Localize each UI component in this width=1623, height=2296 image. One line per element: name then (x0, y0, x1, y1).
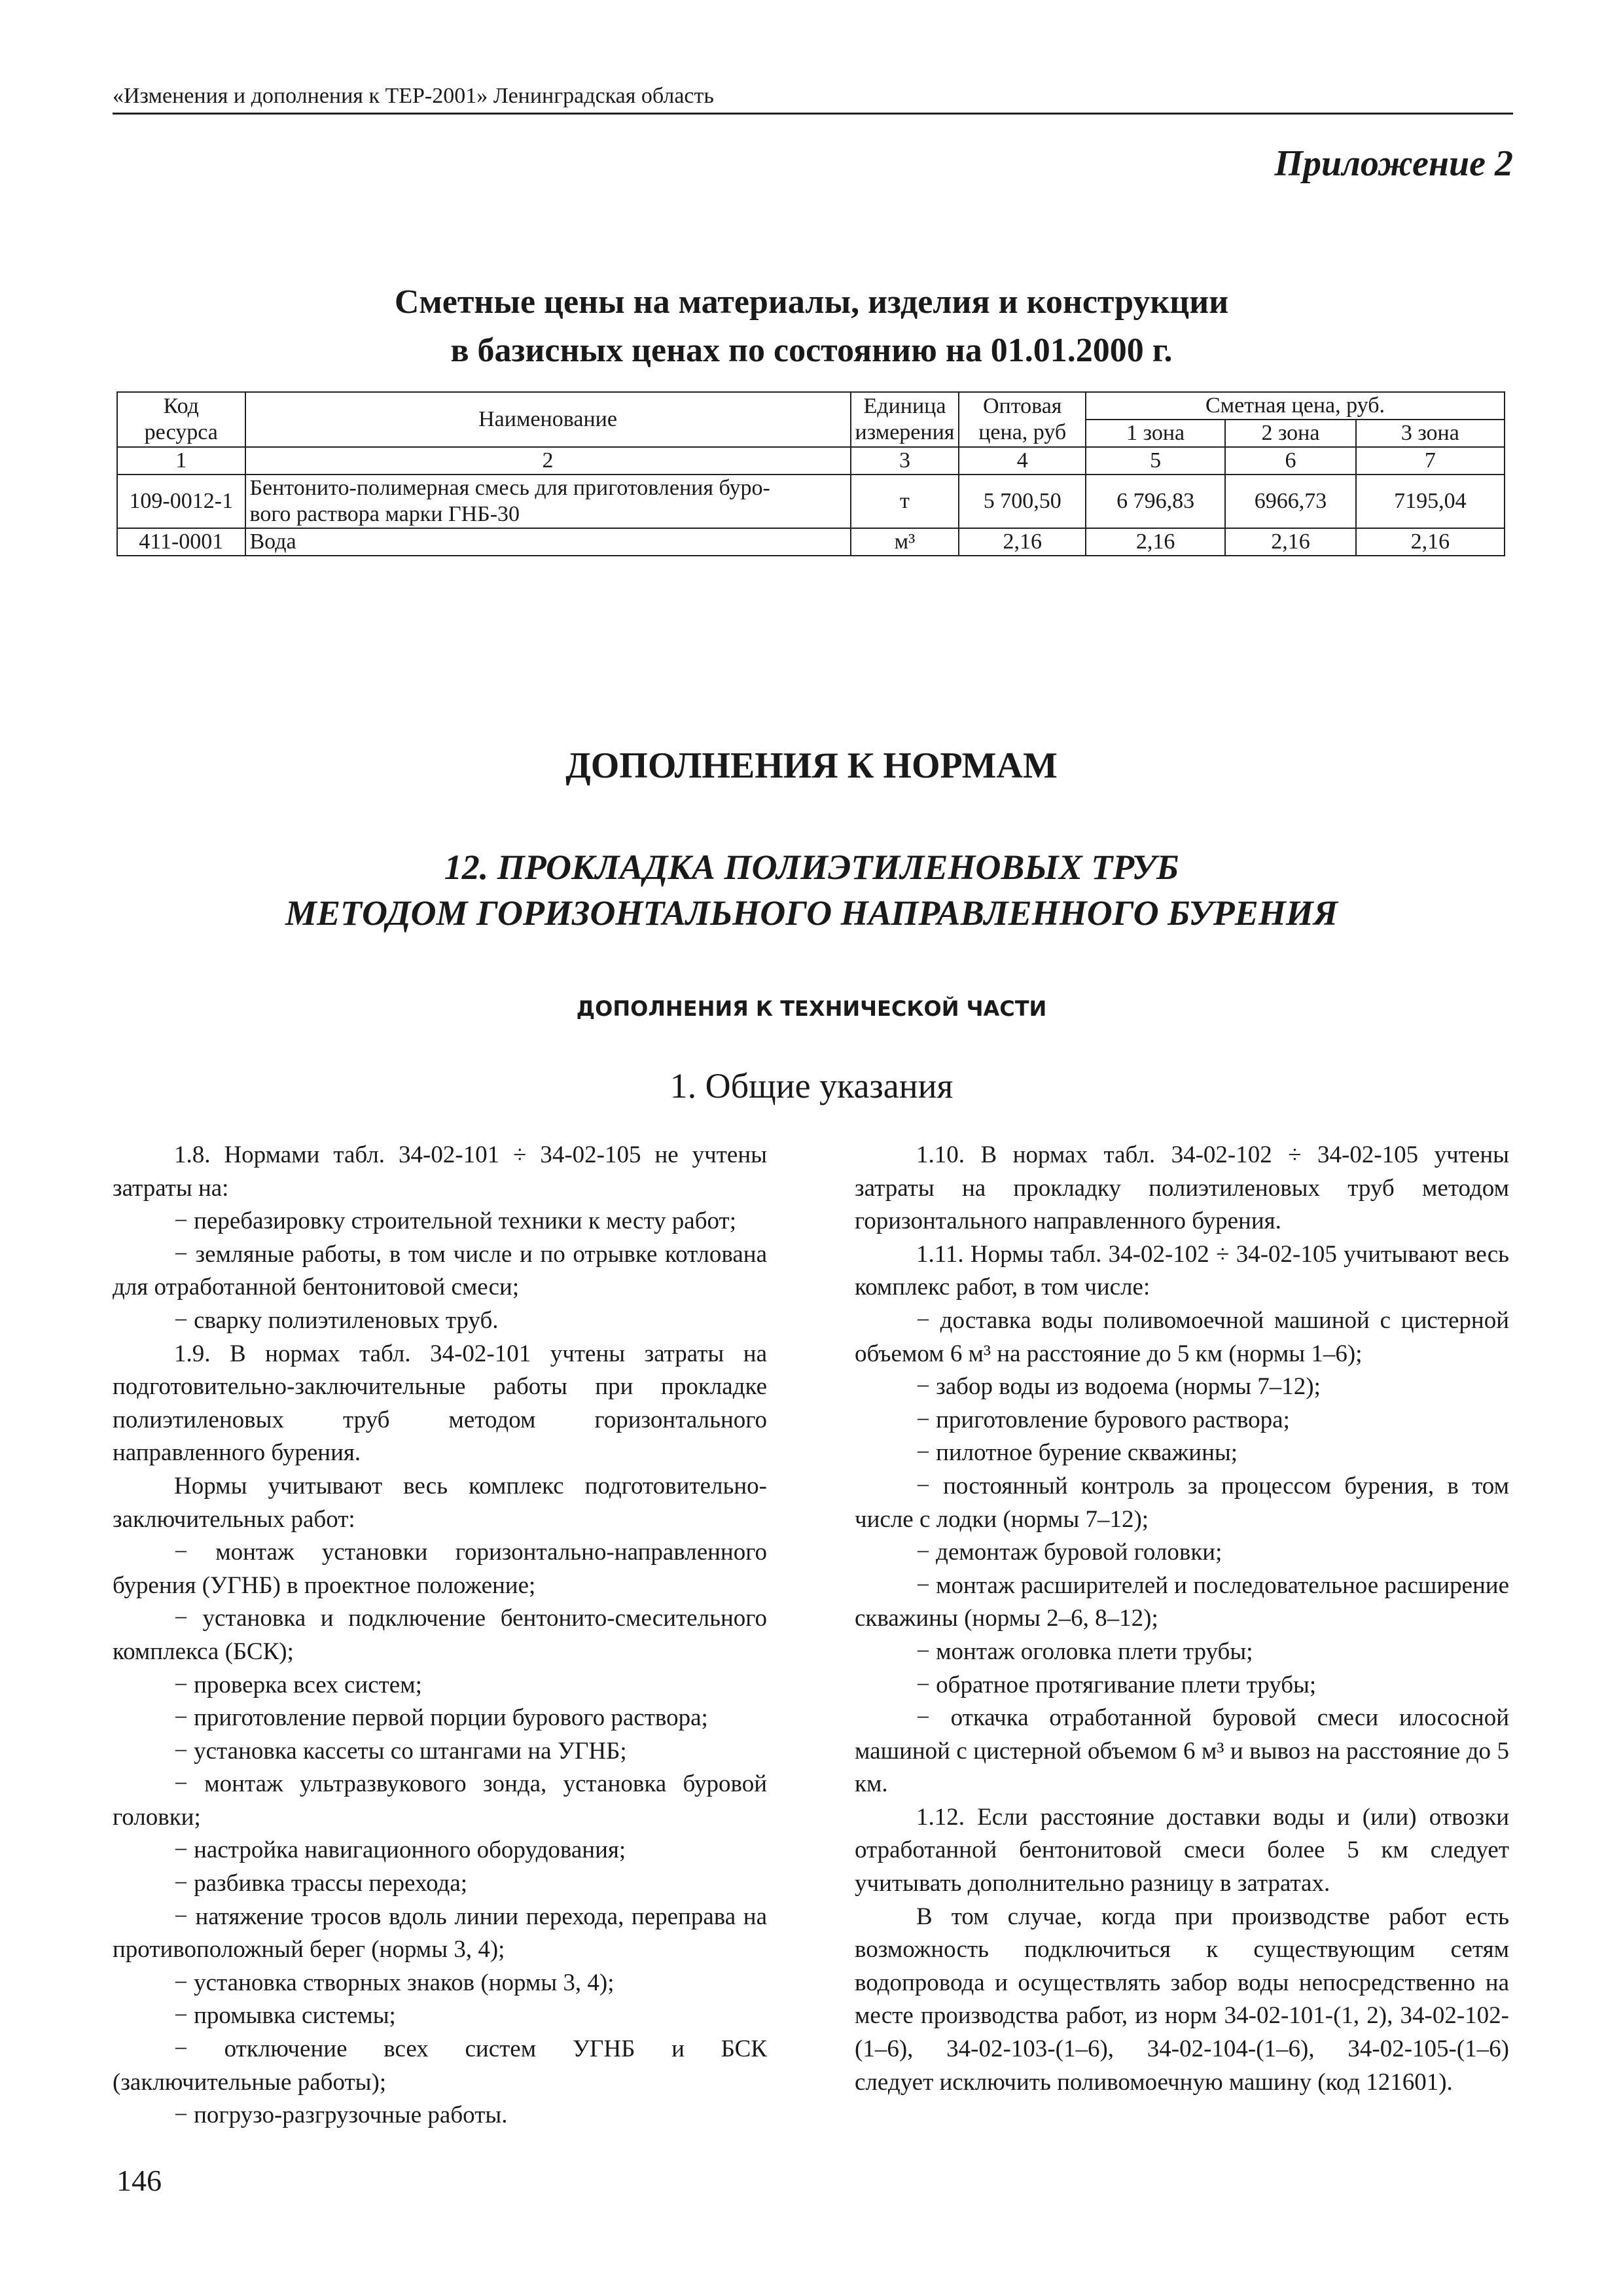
col-number: 4 (959, 447, 1086, 475)
cell-unit: м³ (851, 528, 959, 556)
cell-wholesale: 5 700,50 (959, 475, 1086, 528)
list-item: − погрузо-разгрузочные работы. (174, 2102, 508, 2129)
header-name: Наименование (245, 392, 851, 447)
list-item: − земляные работы, в том числе и по отрывке котлована для отработанной бентонитовой смеси; (113, 1240, 767, 1301)
list-item: − обратное протягивание плети трубы; (916, 1671, 1317, 1698)
header-zone-2: 2 зона (1225, 420, 1355, 447)
list-item: − пилотное бурение скважины; (916, 1439, 1238, 1467)
cell-zone-1: 6 796,83 (1086, 475, 1225, 528)
list-item: − установка и подключение бентонито-смесительного комплекса (БСК); (113, 1605, 767, 1665)
cell-name: Вода (245, 528, 851, 556)
chapter-heading (0, 844, 1623, 936)
left-column (113, 1139, 767, 2132)
list-item: − демонтаж буровой головки; (916, 1539, 1222, 1566)
title-line-1: Сметные цены на материалы, изделия и конструкции (394, 283, 1229, 321)
cell-zone-3: 2,16 (1356, 528, 1505, 556)
cell-zone-2: 2,16 (1225, 528, 1355, 556)
paragraph: 1.8. Нормами табл. 34-02-101 ÷ 34-02-105 не учтены затраты на: (113, 1141, 767, 1202)
col-number: 1 (117, 447, 245, 475)
cell-zone-2: 6966,73 (1225, 475, 1355, 528)
paragraph: В том случае, когда при производстве работ есть возможность подключиться к существующим сетям водопровода и осуществлять забор воды непосредственно на месте производства работ, из норм 34-02-101-(1, 2), 34-02-102-(1–6), 34-02-103-(1–6), 34-02-104-(1–6), 34-02-105-(1–6) следует исключить поливомоечную машину (код 121601). (855, 1903, 1509, 2096)
list-item: − монтаж расширителей и последовательное расширение скважины (нормы 2–6, 8–12); (855, 1571, 1509, 1632)
col-number: 7 (1356, 447, 1505, 475)
list-item: − отключение всех систем УГНБ и БСК (заключительные работы); (113, 2036, 767, 2096)
list-item: − установка кассеты со штангами на УГНБ; (174, 1737, 627, 1765)
page-number: 146 (116, 2164, 162, 2197)
list-item: − монтаж установки горизонтально-направленного бурения (УГНБ) в проектное положение; (113, 1539, 767, 1599)
right-column (855, 1139, 1509, 2099)
paragraph: 1.12. Если расстояние доставки воды и (или) отвозки отработанной бентонитовой смеси более 5 км следует учитывать дополнительно разницу в затратах. (855, 1803, 1509, 1897)
title-line-2: в базисных ценах по состоянию на 01.01.2000 г. (450, 332, 1173, 369)
list-item: − разбивка трассы перехода; (174, 1870, 468, 1897)
cell-name-line-2: вого раствора марки ГНБ-30 (249, 502, 520, 526)
list-item: − монтаж ультразвукового зонда, установка буровой головки; (113, 1770, 767, 1831)
chapter-heading-line-1: 12. ПРОКЛАДКА ПОЛИЭТИЛЕНОВЫХ ТРУБ (444, 848, 1179, 887)
col-number: 6 (1225, 447, 1355, 475)
header-wholesale-line-2: цена, руб (978, 420, 1067, 444)
cell-unit: т (851, 475, 959, 528)
table-row (117, 475, 1505, 528)
cell-name-line-1: Бентонито-полимерная смесь для приготовления буро- (249, 476, 770, 500)
list-item: − забор воды из водоема (нормы 7–12); (916, 1373, 1321, 1401)
list-item: − приготовление бурового раствора; (916, 1406, 1290, 1433)
cell-wholesale: 2,16 (959, 528, 1086, 556)
list-item: − сварку полиэтиленовых труб. (174, 1306, 499, 1334)
table-header-row (117, 392, 1505, 420)
header-code (117, 392, 245, 447)
list-item: − установка створных знаков (нормы 3, 4); (174, 1969, 615, 1996)
paragraph: Нормы учитывают весь комплекс подготовительно-заключительных работ: (113, 1472, 767, 1533)
list-item: − настройка навигационного оборудования; (174, 1837, 626, 1864)
running-header: «Изменения и дополнения к ТЕР-2001» Ленинградская область (113, 84, 1513, 115)
document-title (0, 278, 1623, 375)
cell-code: 411-0001 (117, 528, 245, 556)
cell-name (245, 475, 851, 528)
paragraph: 1.10. В нормах табл. 34-02-102 ÷ 34-02-105 учтены затраты на прокладку полиэтиленовых труб методом горизонтального направленного бурения. (855, 1141, 1509, 1235)
appendix-label: Приложение 2 (1274, 143, 1513, 184)
list-item: − натяжение тросов вдоль линии перехода, переправа на противоположный берег (нормы 3, 4); (113, 1903, 767, 1964)
chapter-heading-line-2: МЕТОДОМ ГОРИЗОНТАЛЬНОГО НАПРАВЛЕННОГО БУРЕНИЯ (285, 893, 1338, 933)
header-estimate: Сметная цена, руб. (1086, 392, 1505, 420)
header-wholesale (959, 392, 1086, 447)
column-number-row (117, 447, 1505, 475)
col-number: 5 (1086, 447, 1225, 475)
subsection-heading: ДОПОЛНЕНИЯ К ТЕХНИЧЕСКОЙ ЧАСТИ (576, 996, 1047, 1021)
header-unit (851, 392, 959, 447)
cell-zone-1: 2,16 (1086, 528, 1225, 556)
col-number: 3 (851, 447, 959, 475)
col-number: 2 (245, 447, 851, 475)
paragraph: 1.11. Нормы табл. 34-02-102 ÷ 34-02-105 учитывают весь комплекс работ, в том числе: (855, 1240, 1509, 1301)
paragraph: 1.9. В нормах табл. 34-02-101 учтены затраты на подготовительно-заключительные работы при прокладке полиэтиленовых труб методом горизонтального направленного бурения. (113, 1340, 767, 1467)
list-item: − перебазировку строительной техники к месту работ; (174, 1208, 737, 1235)
list-item: − доставка воды поливомоечной машиной с цистерной объемом 6 м³ на расстояние до 5 км (нормы 1–6); (855, 1306, 1509, 1367)
list-item: − монтаж оголовка плети трубы; (916, 1638, 1253, 1665)
table-row (117, 528, 1505, 556)
header-unit-line-2: измерения (855, 420, 955, 444)
header-code-line-1: Код (163, 394, 199, 418)
cell-zone-3: 7195,04 (1356, 475, 1505, 528)
header-zone-3: 3 зона (1356, 420, 1505, 447)
list-item: − приготовление первой порции бурового раствора; (174, 1704, 708, 1732)
price-table (116, 391, 1505, 556)
header-unit-line-1: Единица (863, 394, 946, 418)
header-code-line-2: ресурса (144, 420, 218, 444)
header-zone-1: 1 зона (1086, 420, 1225, 447)
section-heading: ДОПОЛНЕНИЯ К НОРМАМ (565, 745, 1058, 786)
subsection-title: 1. Общие указания (669, 1066, 954, 1105)
list-item: − постоянный контроль за процессом бурения, в том числе с лодки (нормы 7–12); (855, 1472, 1509, 1533)
list-item: − проверка всех систем; (174, 1671, 422, 1698)
header-wholesale-line-1: Оптовая (982, 394, 1062, 418)
list-item: − промывка системы; (174, 2002, 396, 2030)
list-item: − откачка отработанной буровой смеси илососной машиной с цистерной объемом 6 м³ и вывоз на расстояние до 5 км. (855, 1704, 1509, 1798)
cell-code: 109-0012-1 (117, 475, 245, 528)
